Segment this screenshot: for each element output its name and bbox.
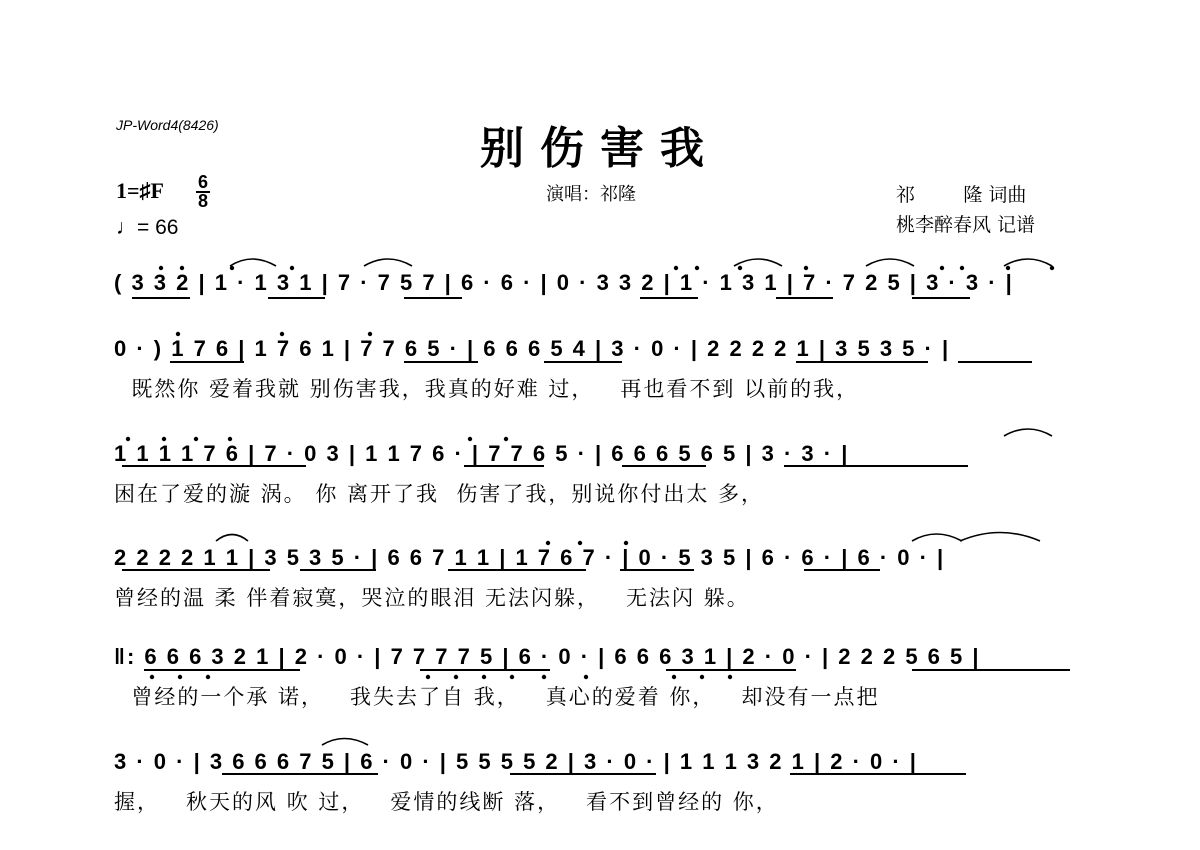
score-line-2-notes: 0 · ) 1 7 6 | 1 7 6 1 | 7 7 6 5 · | 6 6 6 5 4 | 3 · 0 · | 2 2 2 2 1 | 3 5 3 5 · | [114,336,951,361]
transcriber-credit: 桃李醉春风 记谱 [896,214,1036,236]
score-line-6-lyrics: 握， 秋天的风 吹 过， 爱情的线断 落， 看不到曾经的 你， [114,790,779,814]
score-line-1-notes: ( 3 3 2 | 1 · 1 3 1 | 7 · 7 5 7 | 6 · 6 · | 0 · 3 3 2 | 1 · 1 3 1 | 7 · 7 2 5 | 3 · 3 · | [114,270,1014,295]
time-signature-bottom: 8 [198,191,209,211]
singer-credit: 演唱：祁隆 [546,184,636,205]
score-line-4-notes: 2 2 2 2 1 1 | 3 5 3 5 · | 6 6 7 1 1 | 1 7 6 7 · | 0 · 5 3 5 | 6 · 6 · | 6 · 0 · | [114,545,946,570]
score-line-4-lyrics: 曾经的温 柔 伴着寂寞，哭泣的眼泪 无法闪躲， 无法闪 躲。 [114,586,750,610]
score-line-6-notes: 3 · 0 · | 3 6 6 6 7 5 | 6 · 0 · | 5 5 5 5 2 | 3 · 0 · | 1 1 1 3 2 1 | 2 · 0 · | [114,749,918,774]
time-signature-top: 6 [198,172,209,192]
score-line-3-lyrics: 困在了爱的漩 涡。 你 离开了我 伤害了我，别说你付出太 多， [114,482,765,506]
beam-lines [122,298,1070,774]
octave-dots [126,266,1054,545]
key-signature: 1=♯F [116,178,164,203]
song-title: 别伤害我 [480,123,720,174]
source-label: JP-Word4(8426) [116,117,219,133]
slur-arcs [216,259,1052,745]
score-line-2-lyrics: 既然你 爱着我就 别伤害我，我真的好难 过， 再也看不到 以前的我， [114,377,860,401]
tempo-marking: ♩= 66 [116,216,179,239]
lyricist-credit: 祁 隆 词曲 [896,184,1027,206]
score-line-5-notes: ‖: 6 6 6 3 2 1 | 2 · 0 · | 7 7 7 7 5 | 6 · 0 · | 6 6 6 3 1 | 2 · 0 · | 2 2 2 5 6 5 | [114,644,981,669]
score-line-5-lyrics: 曾经的一个承 诺， 我失去了自 我， 真心的爱着 你， 却没有一点把 [114,685,880,709]
lower-octave-dots [150,675,732,679]
score-line-3-notes: 1 1 1 1 7 6 | 7 · 0 3 | 1 1 7 6 · | 7 7 6 5 · | 6 6 6 5 6 5 | 3 · 3 · | [114,441,850,466]
